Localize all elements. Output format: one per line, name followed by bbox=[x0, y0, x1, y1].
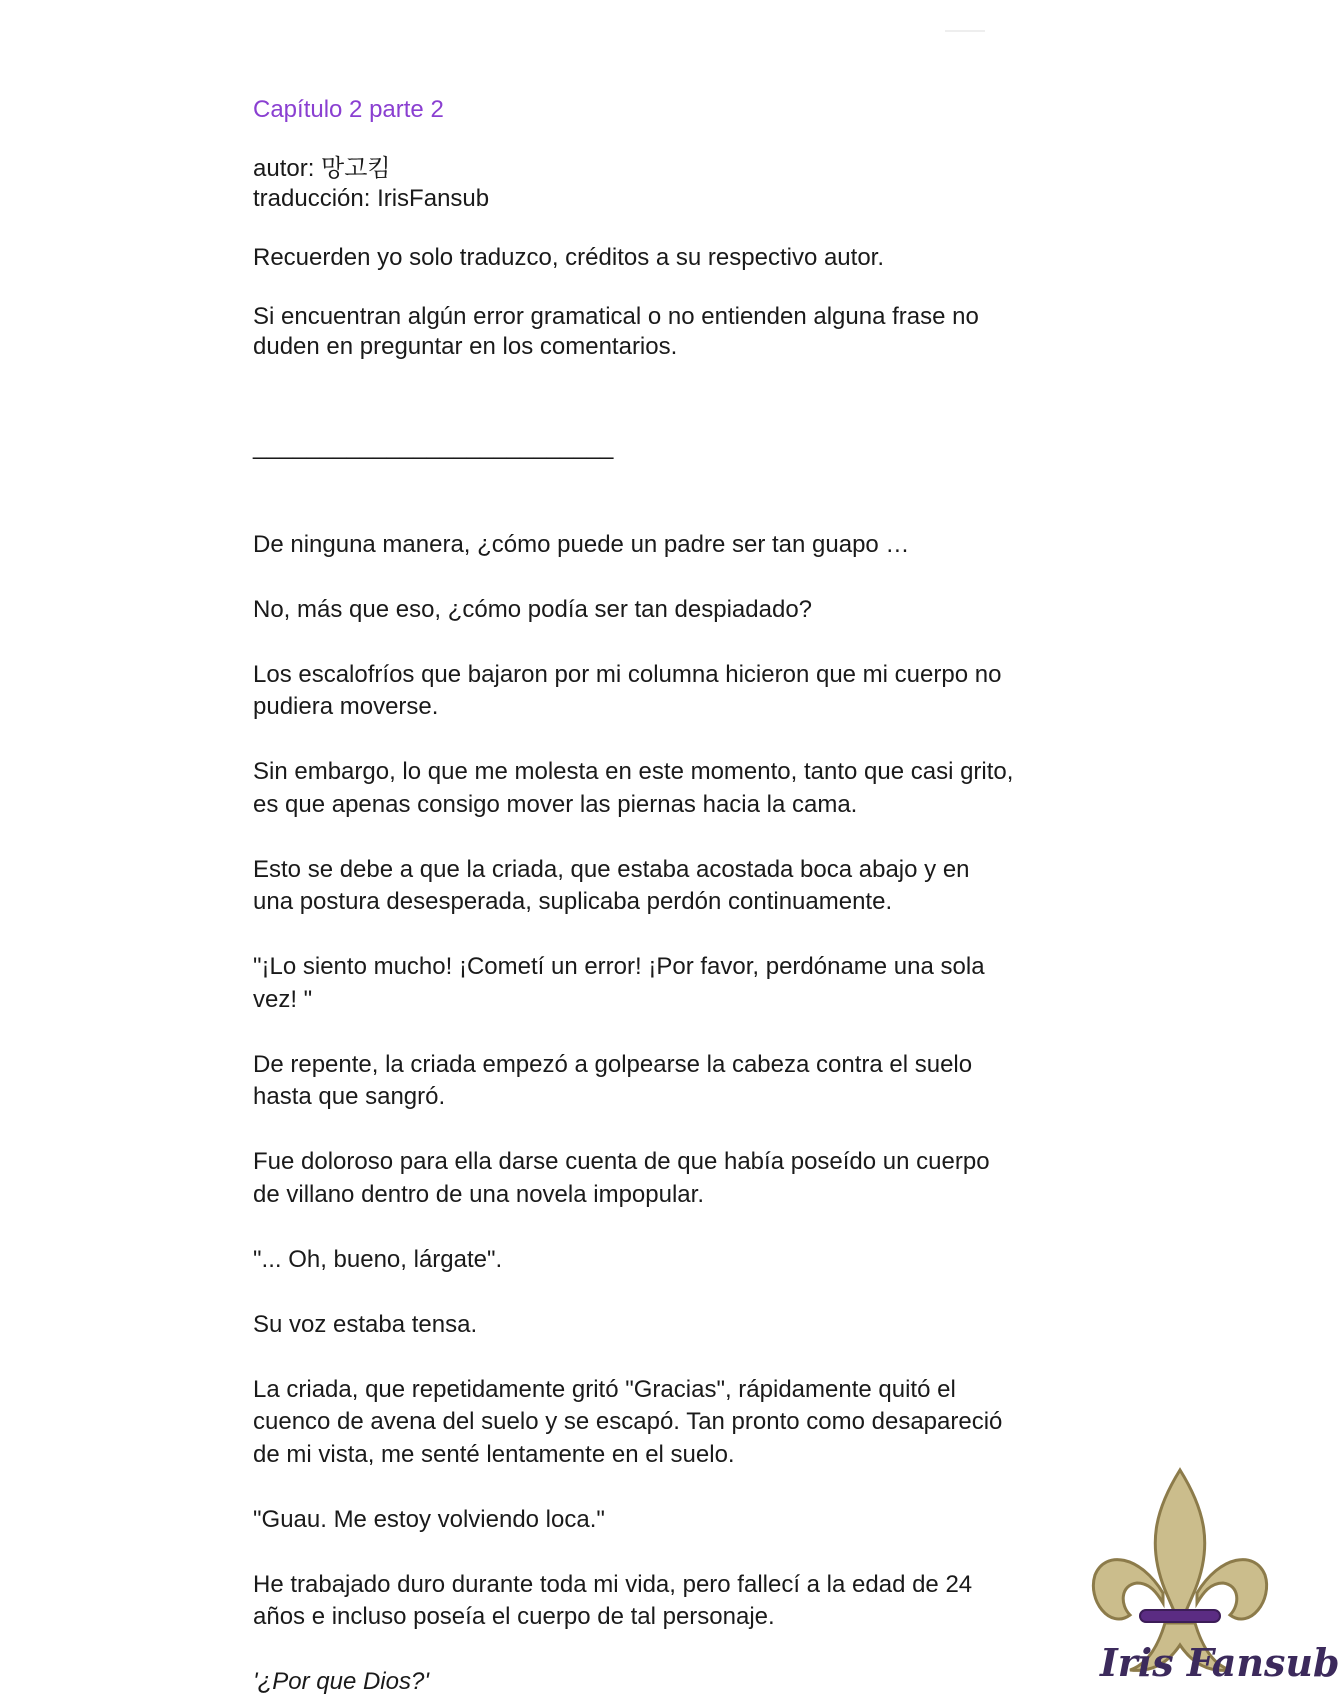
paragraph-line: Sin embargo, lo que me molesta en este momento, tanto que casi grito, bbox=[253, 758, 1014, 785]
top-divider bbox=[945, 30, 985, 32]
paragraph-line: De repente, la criada empezó a golpearse la cabeza contra el suelo bbox=[253, 1051, 973, 1078]
credits-note: Recuerden yo solo traduzco, créditos a su respectivo autor. bbox=[253, 244, 885, 271]
paragraph-line: "... Oh, bueno, lárgate". bbox=[253, 1246, 503, 1273]
paragraph-line: No, más que eso, ¿cómo podía ser tan despiadado? bbox=[253, 596, 813, 623]
translation-line: traducción: IrisFansub bbox=[253, 185, 490, 212]
paragraph-line: La criada, que repetidamente gritó "Gracias", rápidamente quitó el bbox=[253, 1376, 956, 1403]
paragraph-line: años e incluso poseía el cuerpo de tal personaje. bbox=[253, 1603, 775, 1630]
paragraph-line: vez! " bbox=[253, 986, 313, 1013]
paragraph-line: "¡Lo siento mucho! ¡Cometí un error! ¡Por favor, perdóname una sola bbox=[253, 953, 985, 980]
paragraph-line: pudiera moverse. bbox=[253, 693, 439, 720]
errors-note-line-2: duden en preguntar en los comentarios. bbox=[253, 333, 678, 360]
paragraph-line: He trabajado duro durante toda mi vida, pero fallecí a la edad de 24 bbox=[253, 1571, 973, 1598]
paragraph-line-italic: '¿Por que Dios?' bbox=[253, 1668, 429, 1695]
author-line: autor: 망고킴 bbox=[253, 155, 391, 182]
paragraph-line: De ninguna manera, ¿cómo puede un padre ser tan guapo … bbox=[253, 531, 910, 558]
paragraph-line: de mi vista, me senté lentamente en el suelo. bbox=[253, 1441, 735, 1468]
errors-note-line-1: Si encuentran algún error gramatical o no entienden alguna frase no bbox=[253, 303, 979, 330]
paragraph-line: Los escalofríos que bajaron por mi columna hicieron que mi cuerpo no bbox=[253, 661, 1002, 688]
paragraph-line: es que apenas consigo mover las piernas hacia la cama. bbox=[253, 791, 858, 818]
chapter-title: Capítulo 2 parte 2 bbox=[253, 96, 444, 123]
paragraph-line: hasta que sangró. bbox=[253, 1083, 446, 1110]
paragraph-line: Su voz estaba tensa. bbox=[253, 1311, 478, 1338]
paragraph-line: "Guau. Me estoy volviendo loca." bbox=[253, 1506, 605, 1533]
paragraph-line: una postura desesperada, suplicaba perdón continuamente. bbox=[253, 888, 893, 915]
paragraph-line: cuenco de avena del suelo y se escapó. Tan pronto como desapareció bbox=[253, 1408, 1003, 1435]
watermark-text: Iris Fansub bbox=[1100, 1640, 1340, 1685]
paragraph-line: Esto se debe a que la criada, que estaba acostada boca abajo y en bbox=[253, 856, 970, 883]
paragraph-line: de villano dentro de una novela impopular. bbox=[253, 1181, 704, 1208]
paragraph-line: Fue doloroso para ella darse cuenta de que había poseído un cuerpo bbox=[253, 1148, 990, 1175]
separator-line: ___________________________ bbox=[253, 433, 614, 460]
